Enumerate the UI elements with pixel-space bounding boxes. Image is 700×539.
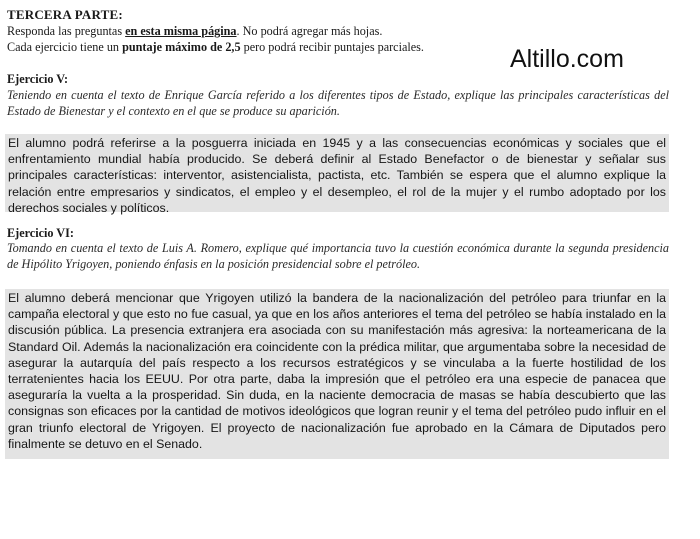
instruction-1-pre: Responda las preguntas [7, 24, 126, 38]
watermark-logo: Altillo.com [510, 45, 624, 73]
exercise-6-answer: El alumno deberá mencionar que Yrigoyen utilizó la bandera de la nacionalización del petróleo para triunfar en la campaña electoral y que esto no fue casual, ya que en los años anteriores el tema del petróleo se había instalado en la discusión pública. La presencia extranjera era asociada con su manifestación más agresiva: la norteamericana de la Standard Oil. Además la nacionalización era coincidente con la prédica militar, que argumentaba sobre la necesidad de asegurar la autarquía del país respecto a los recursos estratégicos y se vinculaba a la fuerte hostilidad de los terratenientes hacia los EEUU. Por otra parte, daba la impresión que el petróleo era una especie de panacea que aseguraría la vuelta a la prosperidad. Sin duda, en la naciente democracia de masas se había descubierto que las consignas son eficaces por la cantidad de motivos ideológicos que logran reunir y el tema del petróleo pudo influir en el gran triunfo electoral de Yrigoyen. El proyecto de nacionalización fue aprobado en la Cámara de Diputados pero finalmente se detuvo en el Senado. [5, 289, 669, 459]
instruction-line-1 [7, 24, 382, 39]
exercise-5-title: Ejercicio V: [7, 72, 69, 86]
instruction-1-post: . No podrá agregar más hojas. [236, 24, 383, 38]
instruction-1-emphasis: en esta misma página [125, 24, 237, 38]
exercise-5-question: Teniendo en cuenta el texto de Enrique García referido a los diferentes tipos de Estado, explique las principales características del Estado de Bienestar y el contexto en el que se produce su aparición. [7, 88, 669, 118]
instruction-2-pre: Cada ejercicio tiene un [7, 40, 123, 54]
instruction-2-post: pero podrá recibir puntajes parciales. [240, 40, 424, 54]
exercise-6-title: Ejercicio VI: [7, 226, 74, 240]
exercise-5-answer: El alumno podrá referirse a la posguerra iniciada en 1945 y a las consecuencias económicas y sociales que el enfrentamiento mundial había producido. Se deberá definir al Estado Benefactor o de bienestar y señalar sus principales características: interventor, asistencialista, pactista, etc. También se espera que el alumno explique la relación entre empresarios y sindicatos, el empleo y el desempleo, el rol de la mujer y el rumbo adoptado por los derechos sociales y políticos. [5, 134, 669, 212]
instruction-line-2 [7, 40, 424, 55]
exercise-6-question: Tomando en cuenta el texto de Luis A. Romero, explique qué importancia tuvo la cuestión económica durante la segunda presidencia de Hipólito Yrigoyen, poniendo énfasis en la posición presidencial sobre el petróleo. [7, 241, 669, 271]
section-title: TERCERA PARTE: [7, 7, 123, 22]
instruction-2-emphasis: puntaje máximo de 2,5 [122, 40, 241, 54]
